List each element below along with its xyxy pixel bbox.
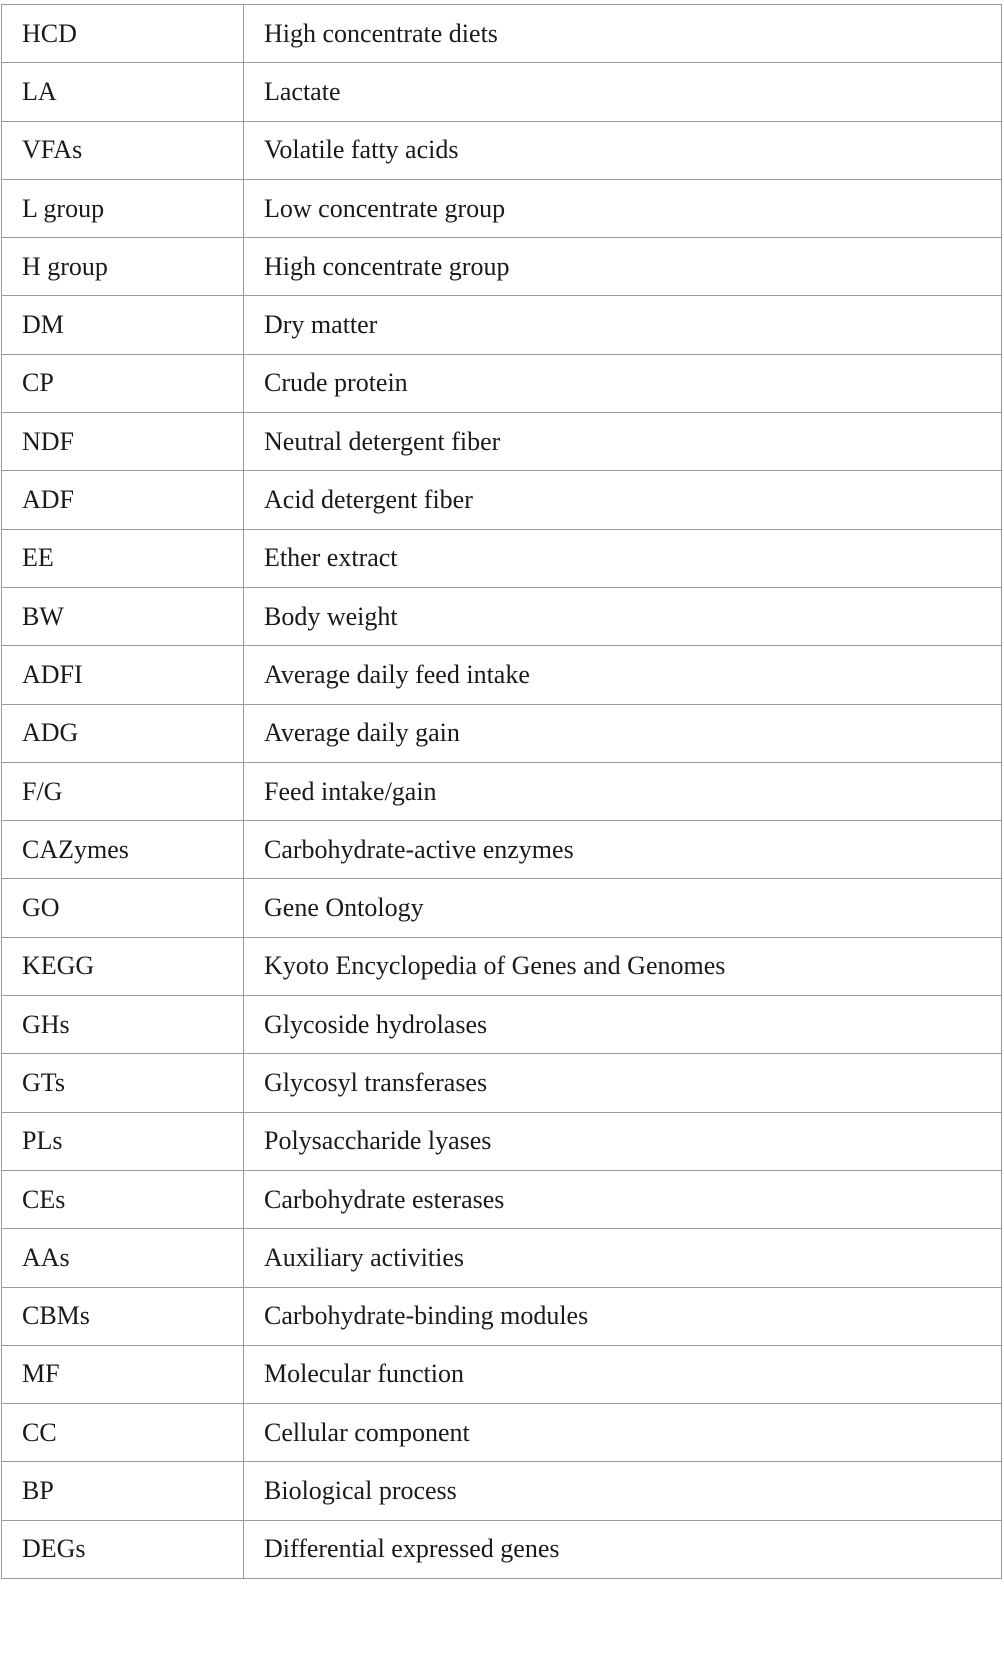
abbreviation-cell: L group: [2, 179, 244, 237]
table-row: [2, 646, 1002, 704]
table-row: [2, 821, 1002, 879]
table-row: [2, 1345, 1002, 1403]
definition-cell: Differential expressed genes: [244, 1520, 1002, 1578]
table-row: [2, 296, 1002, 354]
definition-cell: Average daily feed intake: [244, 646, 1002, 704]
abbreviation-cell: BW: [2, 587, 244, 645]
definition-cell: Low concentrate group: [244, 179, 1002, 237]
abbreviation-cell: MF: [2, 1345, 244, 1403]
definition-cell: Polysaccharide lyases: [244, 1112, 1002, 1170]
abbreviation-cell: VFAs: [2, 121, 244, 179]
abbreviation-cell: GTs: [2, 1054, 244, 1112]
table-row: [2, 1112, 1002, 1170]
definition-cell: Auxiliary activities: [244, 1229, 1002, 1287]
abbreviation-cell: F/G: [2, 762, 244, 820]
table-row: [2, 996, 1002, 1054]
table-row: [2, 179, 1002, 237]
table-row: [2, 762, 1002, 820]
table-row: [2, 1404, 1002, 1462]
abbreviation-cell: CC: [2, 1404, 244, 1462]
definition-cell: Biological process: [244, 1462, 1002, 1520]
definition-cell: Crude protein: [244, 354, 1002, 412]
abbreviation-cell: ADFI: [2, 646, 244, 704]
table-row: [2, 1287, 1002, 1345]
definition-cell: Acid detergent fiber: [244, 471, 1002, 529]
definition-cell: Average daily gain: [244, 704, 1002, 762]
abbreviation-cell: EE: [2, 529, 244, 587]
abbreviation-cell: PLs: [2, 1112, 244, 1170]
abbreviation-cell: CEs: [2, 1170, 244, 1228]
definition-cell: Glycoside hydrolases: [244, 996, 1002, 1054]
definition-cell: Dry matter: [244, 296, 1002, 354]
definition-cell: Cellular component: [244, 1404, 1002, 1462]
table-row: [2, 1054, 1002, 1112]
table-row: [2, 5, 1002, 63]
definition-cell: Feed intake/gain: [244, 762, 1002, 820]
abbreviation-cell: BP: [2, 1462, 244, 1520]
table-row: [2, 879, 1002, 937]
abbreviation-cell: ADG: [2, 704, 244, 762]
table-row: [2, 354, 1002, 412]
definition-cell: Body weight: [244, 587, 1002, 645]
definition-cell: Lactate: [244, 63, 1002, 121]
abbreviation-cell: LA: [2, 63, 244, 121]
definition-cell: Carbohydrate esterases: [244, 1170, 1002, 1228]
definition-cell: Kyoto Encyclopedia of Genes and Genomes: [244, 937, 1002, 995]
abbreviation-cell: CBMs: [2, 1287, 244, 1345]
table-row: [2, 121, 1002, 179]
definition-cell: Carbohydrate-binding modules: [244, 1287, 1002, 1345]
abbreviation-cell: DM: [2, 296, 244, 354]
abbreviation-cell: CP: [2, 354, 244, 412]
abbreviation-cell: NDF: [2, 413, 244, 471]
table-row: [2, 413, 1002, 471]
table-row: [2, 238, 1002, 296]
abbreviation-cell: HCD: [2, 5, 244, 63]
table-row: [2, 529, 1002, 587]
abbreviations-table-body: [2, 5, 1002, 1579]
table-row: [2, 587, 1002, 645]
table-row: [2, 704, 1002, 762]
definition-cell: Glycosyl transferases: [244, 1054, 1002, 1112]
table-row: [2, 471, 1002, 529]
table-row: [2, 1170, 1002, 1228]
abbreviation-cell: GO: [2, 879, 244, 937]
definition-cell: High concentrate diets: [244, 5, 1002, 63]
table-row: [2, 937, 1002, 995]
definition-cell: High concentrate group: [244, 238, 1002, 296]
definition-cell: Neutral detergent fiber: [244, 413, 1002, 471]
abbreviation-cell: CAZymes: [2, 821, 244, 879]
definition-cell: Gene Ontology: [244, 879, 1002, 937]
table-row: [2, 1229, 1002, 1287]
abbreviation-cell: KEGG: [2, 937, 244, 995]
definition-cell: Volatile fatty acids: [244, 121, 1002, 179]
abbreviations-table: [1, 4, 1002, 1579]
abbreviation-cell: H group: [2, 238, 244, 296]
definition-cell: Ether extract: [244, 529, 1002, 587]
table-row: [2, 1520, 1002, 1578]
definition-cell: Carbohydrate-active enzymes: [244, 821, 1002, 879]
abbreviation-cell: GHs: [2, 996, 244, 1054]
abbreviation-cell: DEGs: [2, 1520, 244, 1578]
abbreviation-cell: AAs: [2, 1229, 244, 1287]
table-row: [2, 63, 1002, 121]
table-row: [2, 1462, 1002, 1520]
definition-cell: Molecular function: [244, 1345, 1002, 1403]
abbreviation-cell: ADF: [2, 471, 244, 529]
